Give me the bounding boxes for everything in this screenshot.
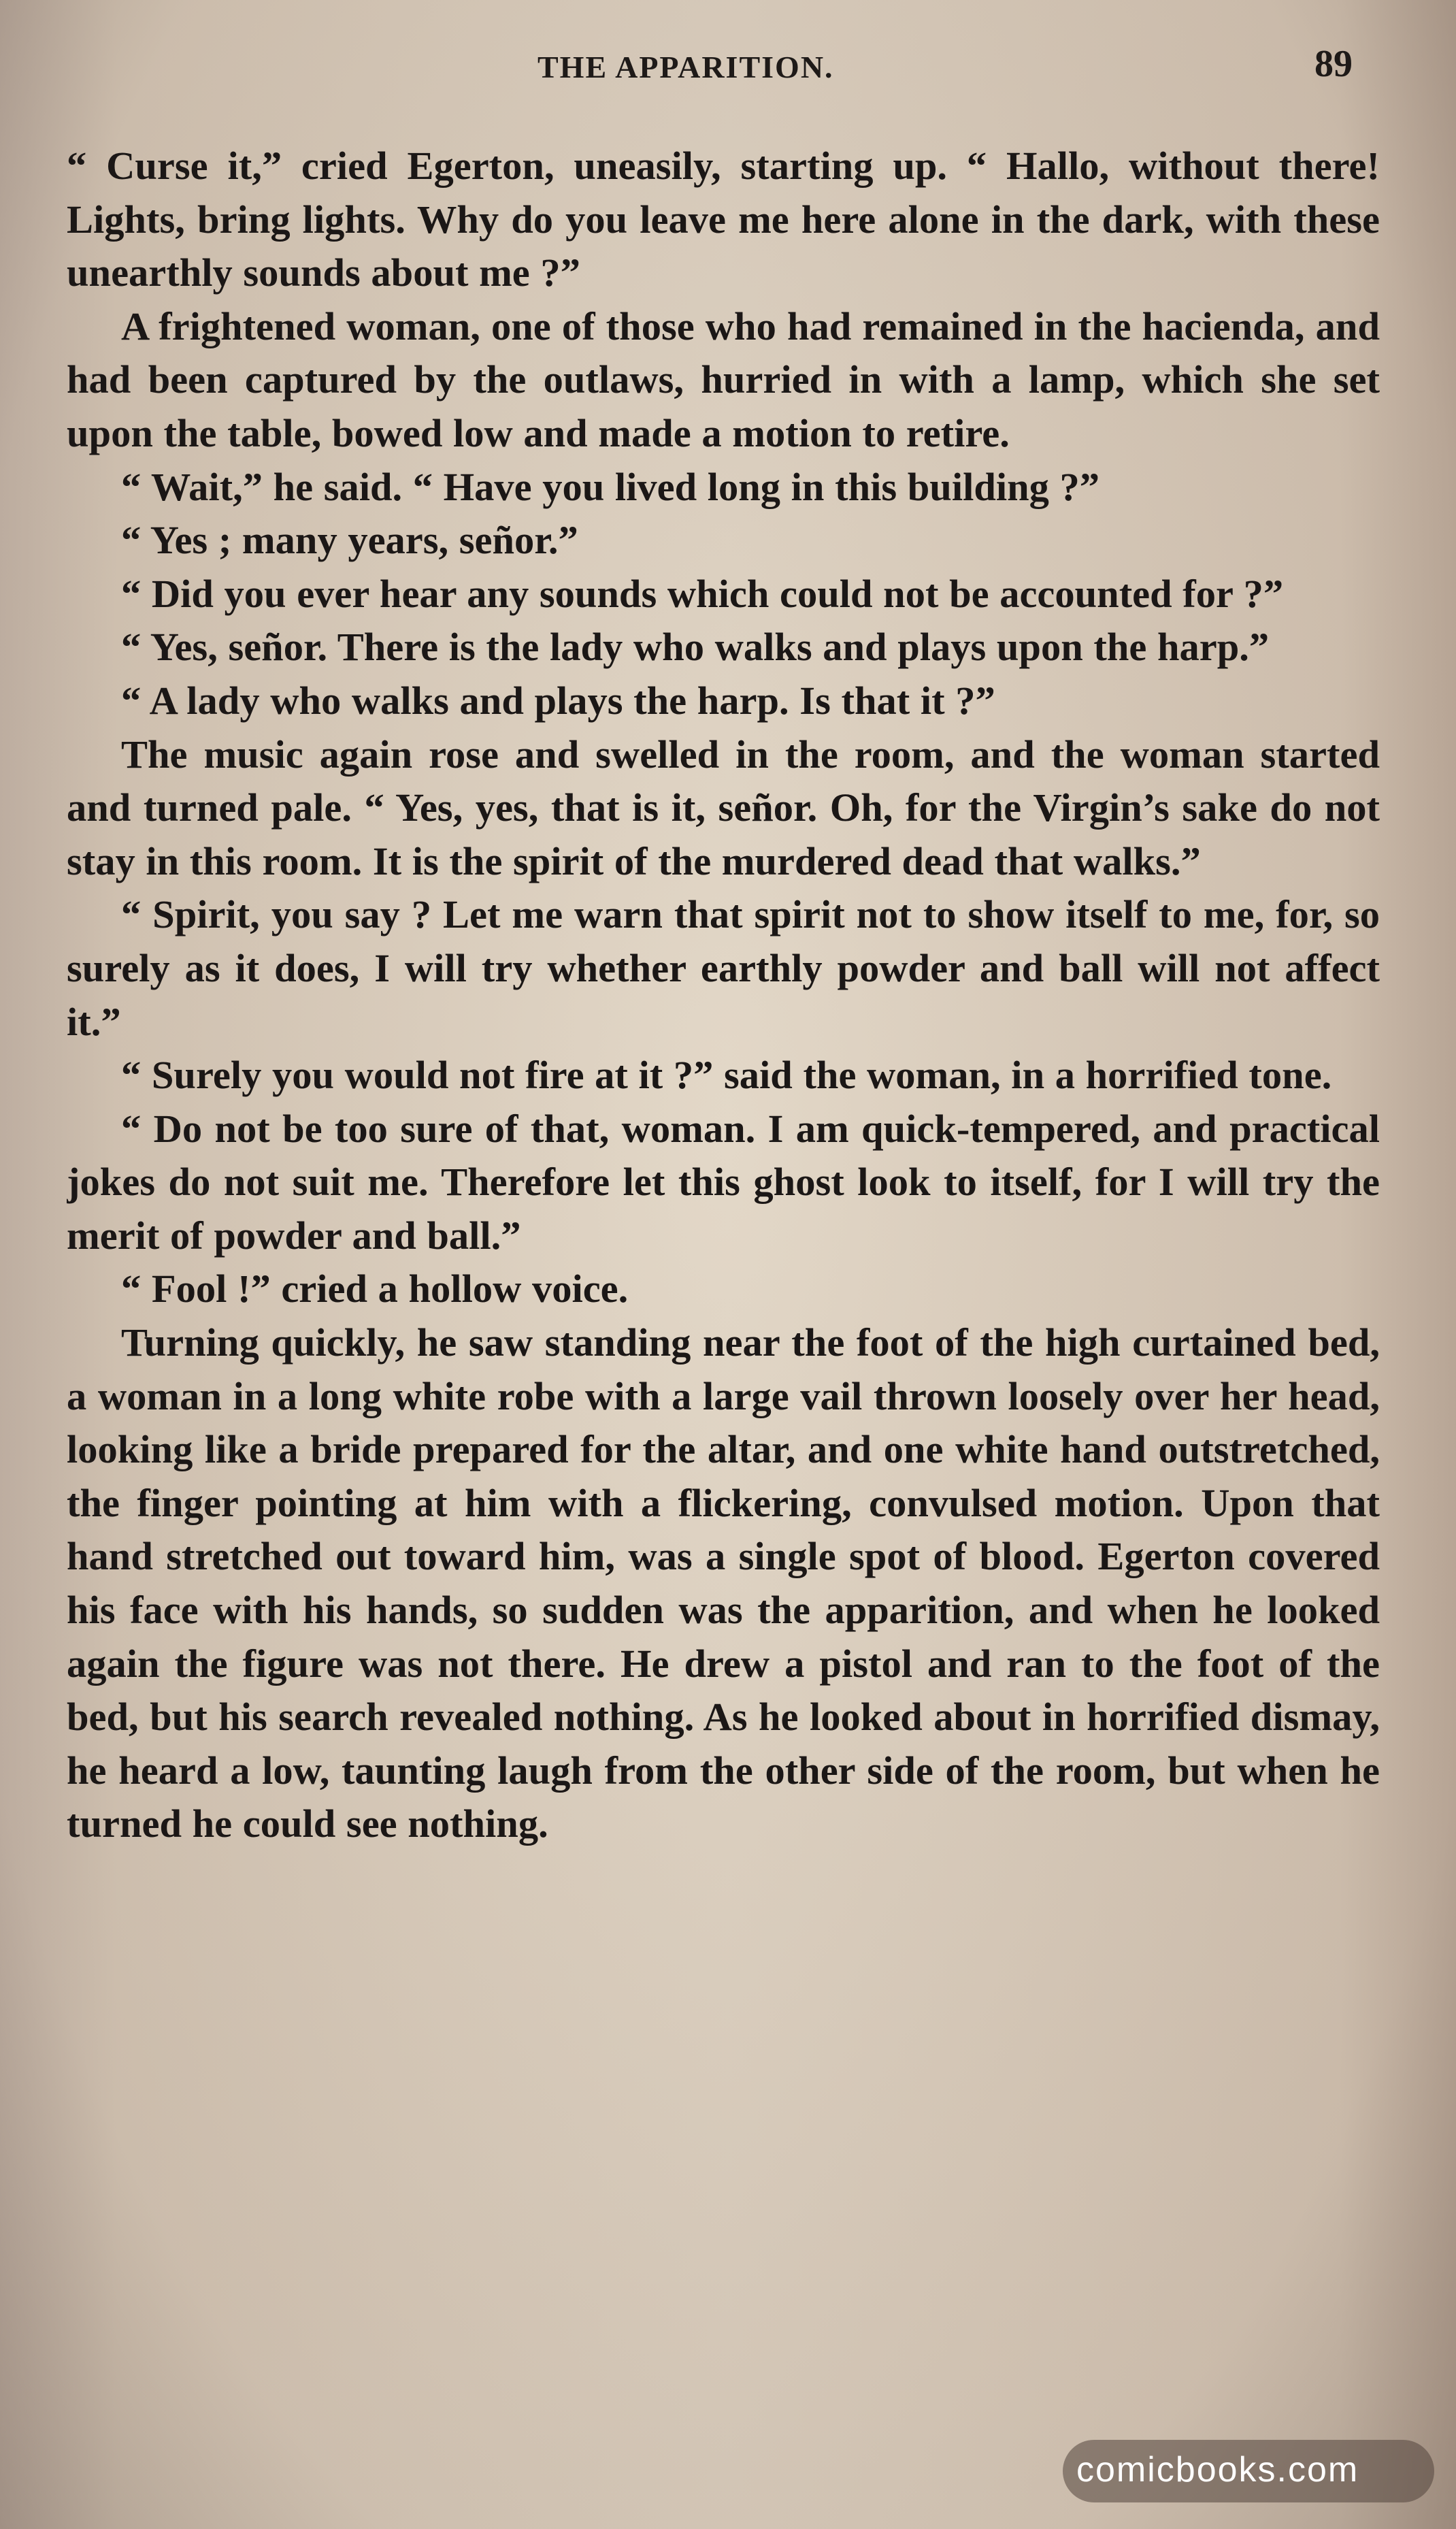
watermark-text: comicbooks.com [1076, 2450, 1359, 2490]
paragraph-10: “ Surely you would not fire at it ?” said the woman, in a horrified tone. [121, 1053, 1332, 1098]
paragraph-6: “ Yes, señor. There is the lady who walks and plays upon the harp.” [121, 625, 1270, 670]
paragraph-4: “ Yes ; many years, señor.” [121, 518, 578, 563]
paragraph-7: “ A lady who walks and plays the harp. Is that it ?” [121, 678, 995, 723]
paragraph-12: “ Fool !” cried a hollow voice. [121, 1267, 629, 1311]
paragraph-2: A frightened woman, one of those who had remained in the hacienda, and had been captured by the outlaws, hurried in with a lamp, which she set upon the table, bowed low and made a motion to retire. [67, 304, 1380, 455]
paragraph-8: The music again rose and swelled in the room, and the woman started and turned pale. “ Yes, yes, that is it, señor. Oh, for the Virgin’s sake do not stay in this room. It is the spirit of the murdered dead that walks.” [67, 732, 1380, 883]
paragraph-11: “ Do not be too sure of that, woman. I am quick-tempered, and practical jokes do not suit me. Therefore let this ghost look to itself, for I will try the merit of powder and ball.” [67, 1106, 1380, 1258]
body-text [67, 140, 1380, 2351]
page-header [0, 42, 1456, 97]
paragraph-1: “ Curse it,” cried Egerton, uneasily, starting up. “ Hallo, without there! Lights, bring lights. Why do you leave me here alone in the dark, with these unearthly sounds about me ?” [67, 144, 1380, 295]
paragraph-9: “ Spirit, you say ? Let me warn that spirit not to show itself to me, for, so surely as it does, I will try whether earthly powder and ball will not affect it.” [67, 892, 1380, 1044]
watermark-badge [1063, 2440, 1434, 2502]
paragraph-13: Turning quickly, he saw standing near the foot of the high curtained bed, a woman in a long white robe with a large vail thrown loosely over her head, looking like a bride prepared for the altar, and one white hand outstretched, the finger pointing at him with a flickering, convulsed motion. Upon that hand stretched out toward him, was a single spot of blood. Egerton covered his face with his hands, so sudden was the apparition, and when he looked again the figure was not there. He drew a pistol and ran to the foot of the bed, but his search revealed nothing. As he looked about in horrified dismay, he heard a low, taunting laugh from the other side of the room, but when he turned he could see nothing. [67, 1320, 1380, 1846]
running-title: THE APPARITION. [537, 50, 834, 84]
paragraph-3: “ Wait,” he said. “ Have you lived long in this building ?” [121, 464, 1100, 509]
page-number: 89 [1314, 43, 1353, 85]
paragraph-5: “ Did you ever hear any sounds which could not be accounted for ?” [121, 571, 1284, 616]
